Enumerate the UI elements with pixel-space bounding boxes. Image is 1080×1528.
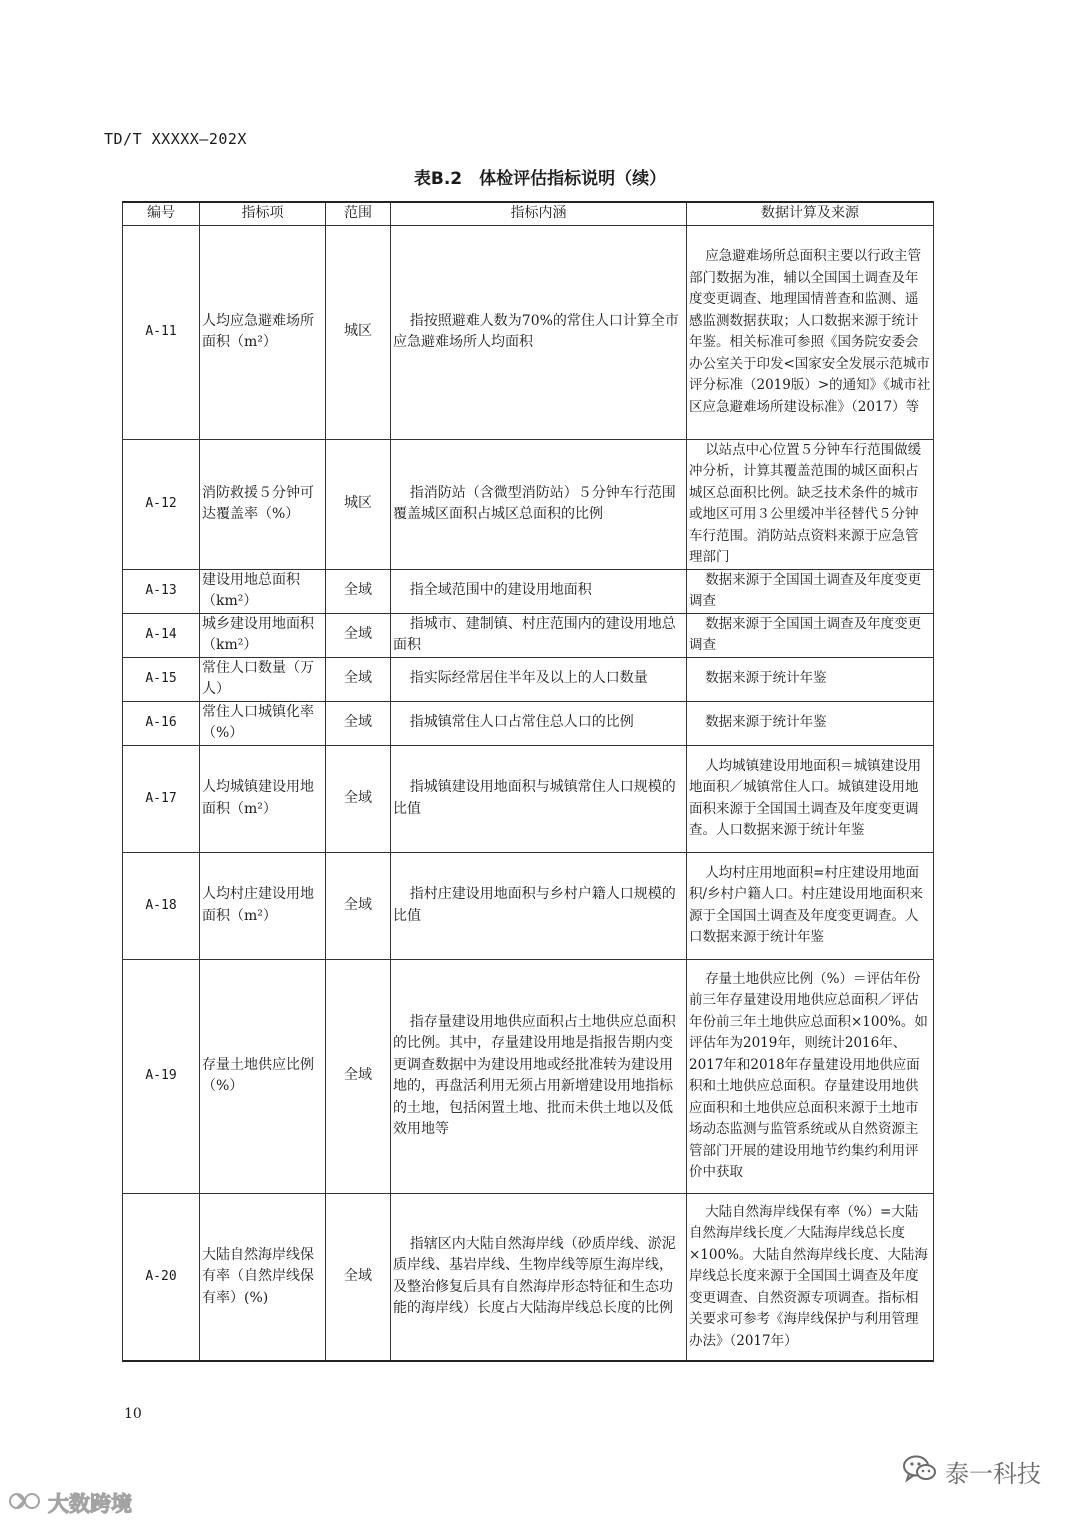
indicator-meaning: 指按照避难人数为70%的常住人口计算全市应急避难场所人均面积	[391, 225, 687, 439]
indicator-code: A-11	[123, 225, 200, 439]
indicator-meaning: 指城镇建设用地面积与城镇常住人口规模的比值	[391, 745, 687, 852]
table-row	[123, 745, 934, 852]
indicator-source: 存量土地供应比例（%）＝评估年份前三年存量建设用地供应总面积／评估年份前三年土地供应总面积×100%。如评估年为2019年，则统计2016年、2017年和2018年存量建设用地供应面积和土地供应总面积。存量建设用地供应面积和土地供应总面积来源于土地市场动态监测与监管系统或从自然资源主管部门开展的建设用地节约集约利用评价中获取	[687, 959, 934, 1193]
indicator-item: 常住人口城镇化率（%）	[200, 701, 326, 745]
column-header: 指标内涵	[391, 202, 687, 225]
indicator-meaning: 指全域范围中的建设用地面积	[391, 569, 687, 613]
watermark-left	[8, 1488, 132, 1518]
watermark-left-text: 大数跨境	[48, 1492, 132, 1516]
watermark-right-text: 泰一科技	[945, 1460, 1041, 1488]
indicator-code: A-15	[123, 657, 200, 701]
indicator-table	[122, 201, 934, 1362]
column-header: 编号	[123, 202, 200, 225]
indicator-source: 应急避难场所总面积主要以行政主管部门数据为准，辅以全国国土调查及年度变更调查、地理国情普查和监测、遥感监测数据获取；人口数据来源于统计年鉴。相关标准可参照《国务院安委会办公室关于印发<国家安全发展示范城市评分标准（2019版）>的通知》《城市社区应急避难场所建设标准》（2017）等	[687, 225, 934, 439]
page-number: 10	[124, 1406, 142, 1422]
indicator-source: 数据来源于统计年鉴	[687, 701, 934, 745]
indicator-item: 常住人口数量（万人）	[200, 657, 326, 701]
indicator-source: 数据来源于统计年鉴	[687, 657, 934, 701]
indicator-meaning: 指辖区内大陆自然海岸线（砂质岸线、淤泥质岸线、基岩岸线、生物岸线等原生海岸线，及整治修复后具有自然海岸形态特征和生态功能的海岸线）长度占大陆海岸线总长度的比例	[391, 1193, 687, 1361]
table-title: 表B.2 体检评估指标说明（续）	[413, 169, 667, 189]
document-code: TD/T XXXXX—202X	[104, 130, 247, 148]
indicator-scope: 城区	[326, 225, 391, 439]
indicator-source: 数据来源于全国国土调查及年度变更调查	[687, 569, 934, 613]
indicator-code: A-13	[123, 569, 200, 613]
indicator-meaning: 指实际经常居住半年及以上的人口数量	[391, 657, 687, 701]
indicator-source: 数据来源于全国国土调查及年度变更调查	[687, 613, 934, 657]
indicator-source: 人均村庄用地面积=村庄建设用地面积/乡村户籍人口。村庄建设用地面积来源于全国国土调查及年度变更调查。人口数据来源于统计年鉴	[687, 852, 934, 959]
indicator-meaning: 指村庄建设用地面积与乡村户籍人口规模的比值	[391, 852, 687, 959]
table-row	[123, 613, 934, 657]
table-row	[123, 225, 934, 439]
indicator-code: A-16	[123, 701, 200, 745]
indicator-meaning: 指存量建设用地供应面积占土地供应总面积的比例。其中，存量建设用地是指报告期内变更调查数据中为建设用地或经批准转为建设用地的，再盘活利用无须占用新增建设用地指标的土地，包括闲置土地、批而未供土地以及低效用地等	[391, 959, 687, 1193]
indicator-item: 人均应急避难场所面积（m²）	[200, 225, 326, 439]
table-row	[123, 959, 934, 1193]
indicator-code: A-20	[123, 1193, 200, 1361]
logo-icon	[8, 1490, 42, 1517]
column-header: 数据计算及来源	[687, 202, 934, 225]
table-row	[123, 701, 934, 745]
indicator-scope: 城区	[326, 439, 391, 569]
table-header-row	[123, 202, 934, 225]
indicator-meaning: 指城镇常住人口占常住总人口的比例	[391, 701, 687, 745]
indicator-scope: 全域	[326, 613, 391, 657]
indicator-code: A-19	[123, 959, 200, 1193]
indicator-code: A-18	[123, 852, 200, 959]
indicator-source: 以站点中心位置５分钟车行范围做缓冲分析，计算其覆盖范围的城区面积占城区总面积比例。缺乏技术条件的城市或地区可用３公里缓冲半径替代５分钟车行范围。消防站点资料来源于应急管理部门	[687, 439, 934, 569]
indicator-item: 大陆自然海岸线保有率（自然岸线保有率）(%)	[200, 1193, 326, 1361]
table-row	[123, 852, 934, 959]
table-row	[123, 1193, 934, 1361]
indicator-meaning: 指消防站（含微型消防站）５分钟车行范围覆盖城区面积占城区总面积的比例	[391, 439, 687, 569]
indicator-source: 人均城镇建设用地面积＝城镇建设用地面积／城镇常住人口。城镇建设用地面积来源于全国国土调查及年度变更调查。人口数据来源于统计年鉴	[687, 745, 934, 852]
indicator-scope: 全域	[326, 745, 391, 852]
indicator-scope: 全域	[326, 1193, 391, 1361]
watermark-right	[903, 1454, 1041, 1489]
table-row	[123, 569, 934, 613]
indicator-item: 人均村庄建设用地面积（m²）	[200, 852, 326, 959]
column-header: 范围	[326, 202, 391, 225]
table-row	[123, 439, 934, 569]
indicator-item: 人均城镇建设用地面积（m²）	[200, 745, 326, 852]
indicator-scope: 全域	[326, 569, 391, 613]
indicator-meaning: 指城市、建制镇、村庄范围内的建设用地总面积	[391, 613, 687, 657]
indicator-scope: 全域	[326, 852, 391, 959]
column-header: 指标项	[200, 202, 326, 225]
indicator-source: 大陆自然海岸线保有率（%）=大陆自然海岸线长度／大陆海岸线总长度×100%。大陆自然海岸线长度、大陆海岸线总长度来源于全国国土调查及年度变更调查、自然资源专项调查。指标相关要求可参考《海岸线保护与利用管理办法》（2017年）	[687, 1193, 934, 1361]
indicator-code: A-14	[123, 613, 200, 657]
indicator-scope: 全域	[326, 701, 391, 745]
indicator-item: 城乡建设用地面积（km²）	[200, 613, 326, 657]
table-row	[123, 657, 934, 701]
indicator-scope: 全域	[326, 657, 391, 701]
indicator-code: A-17	[123, 745, 200, 852]
indicator-item: 建设用地总面积（km²）	[200, 569, 326, 613]
indicator-item: 存量土地供应比例（%）	[200, 959, 326, 1193]
indicator-item: 消防救援５分钟可达覆盖率（%）	[200, 439, 326, 569]
wechat-icon	[903, 1455, 937, 1489]
indicator-scope: 全域	[326, 959, 391, 1193]
indicator-code: A-12	[123, 439, 200, 569]
